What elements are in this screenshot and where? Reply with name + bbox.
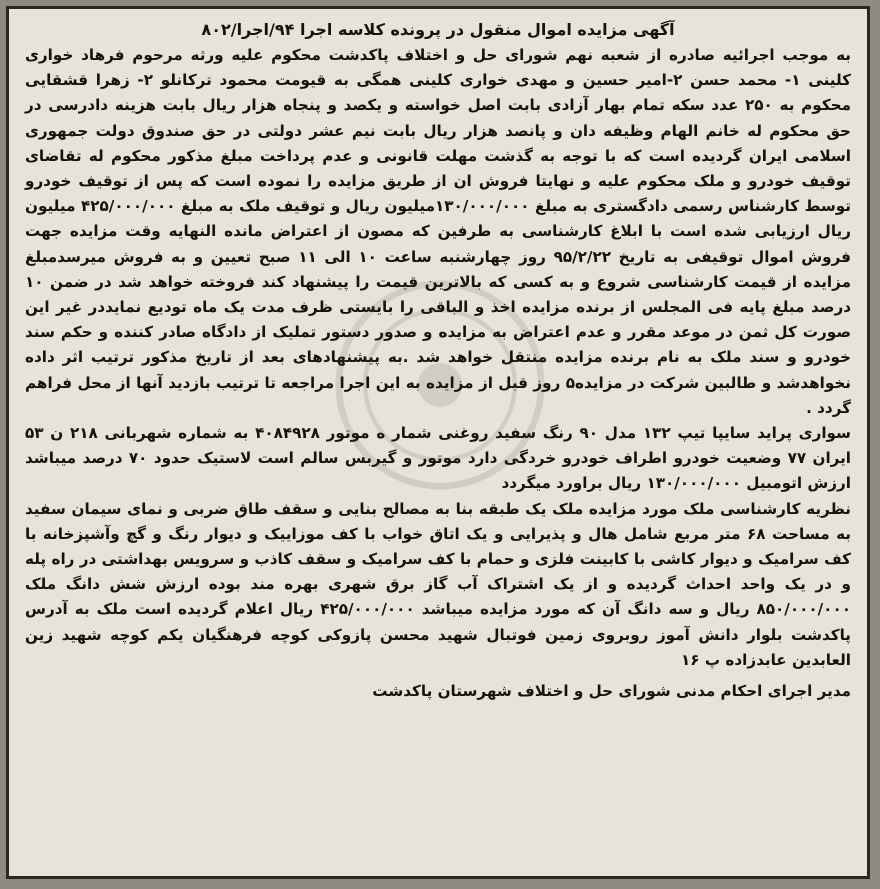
watermark-seal-icon (330, 275, 550, 495)
notice-paragraph-vehicle: سواری پراید سایپا تیپ ۱۳۲ مدل ۹۰ رنگ سفید روغنی شمار ه موتور ۴۰۸۴۹۲۸ به شماره شهربانی ۲۱۸ ن ۵۳ ایران ۷۷ وضعیت خودرو اطراف خودرو خردگی دارد موتور و گیربس سالم است لاستیک حدود ۷۰ درصد میباشد ارزش اتومبیل ۱۳۰/۰۰۰/۰۰۰ ریال براورد میگردد (25, 424, 852, 493)
notice-paragraph-property: نظریه کارشناسی ملک مورد مزایده ملک یک طبقه بنا به مصالح بنایی و سقف طاق ضربی و نمای سیمان سفید به مساحت ۶۸ متر مربع شامل هال و پذیرایی و یک اتاق خواب با کف موزاییک و دیوار رنگ و گچ وآشپزخانه با کف سرامیک و دیوار کاشی با کابینت فلزی و حمام با کف سرامیک و سقف کاذب و سرویس بهداشتی در راه پله و در یک واحد احداث گردیده و از یک اشتراک آب گاز برق شهری بهره مند بوده ارزش شش دانگ ملک ۸۵۰/۰۰۰/۰۰۰ ریال و سه دانگ آن که مورد مزایده میباشد ۴۲۵/۰۰۰/۰۰۰ ریال اعلام گردیده است ملک به آدرس پاکدشت بلوار دانش آموز روبروی زمین فوتبال شهید محسن پازوکی کوچه فرهنگیان یکم کوچه شهید زین العابدین عابدزاده پ ۱۶ (25, 499, 851, 669)
notice-paragraph-main: به موجب اجرائیه صادره از شعبه نهم شورای حل و اختلاف پاکدشت محکوم علیه ورثه مرحوم فرهاد خواری کلینی ۱- محمد حسن ۲-امیر حسین و مهدی خواری کلینی همگی به قیومت محمود ترکانلو ۲- زهرا قشقایی محکوم به ۲۵۰ عدد سکه تمام بهار آزادی بابت اصل خواسته و یکصد و پنجاه هزار ریال بابت هزینه دادرسی در حق محکوم له خانم الهام وظیفه دان و پانصد هزار ریال بابت نیم عشر دولتی در حق صندوق دولت جمهوری اسلامی ایران گردیده است که با توجه به گذشت مهلت قانونی و عدم پرداخت مبلغ مذکور محکوم له تقاضای توقیف خودرو و ملک محکوم علیه و نهایتا فروش ان از طریق مزایده را نموده است که پس از توقیف خودرو توسط کارشناس رسمی دادگستری به مبلغ ۱۳۰/۰۰۰/۰۰۰میلیون ریال و توقیف ملک به مبلغ ۴۲۵/۰۰۰/۰۰۰ میلیون ریال ارزیابی شده است با ابلاغ کارشناسی به طرفین که مصون از اعتراض مانده النهایه وقت مزایده جهت فروش اموال توقیفی به تاریخ ۹۵/۲/۲۲ روز چهارشنبه ساعت ۱۰ الی ۱۱ صبح تعیین و به فروش میرسدمبلغ مزایده از قیمت کارشناسی شروع و به کسی که بالاترین قیمت را پیشنهاد کند فروخته خواهد شد در ضمن ۱۰ درصد مبلغ پایه فی المجلس از برنده مزایده اخذ و الباقی را بایستی ظرف مدت یک ماه تودیع نمایددر غیر این صورت کل ثمن در موعد مقرر و عدم اعتراض به مزایده و صدور دستور تملیک از دادگاه صادر کننده و حکم سند خودرو و سند ملک به نام برنده مزایده منتقل خواهد شد .به پیشنهادهای بعد از تاریخ مذکور ترتیب اثر داده نخواهدشد و طالبین شرکت در مزایده۵ روز قبل از مزایده به این اجرا مراجعه تا ترتیب بازدید آنها از محل فراهم گردد . (25, 46, 852, 417)
notice-signature: مدیر اجرای احکام مدنی شورای حل و اختلاف شهرستان پاکدشت (372, 682, 851, 701)
notice-title: آگهی مزایده اموال منقول در پرونده کلاسه اجرا ۹۴/اجرا/۸۰۲ (201, 20, 675, 39)
